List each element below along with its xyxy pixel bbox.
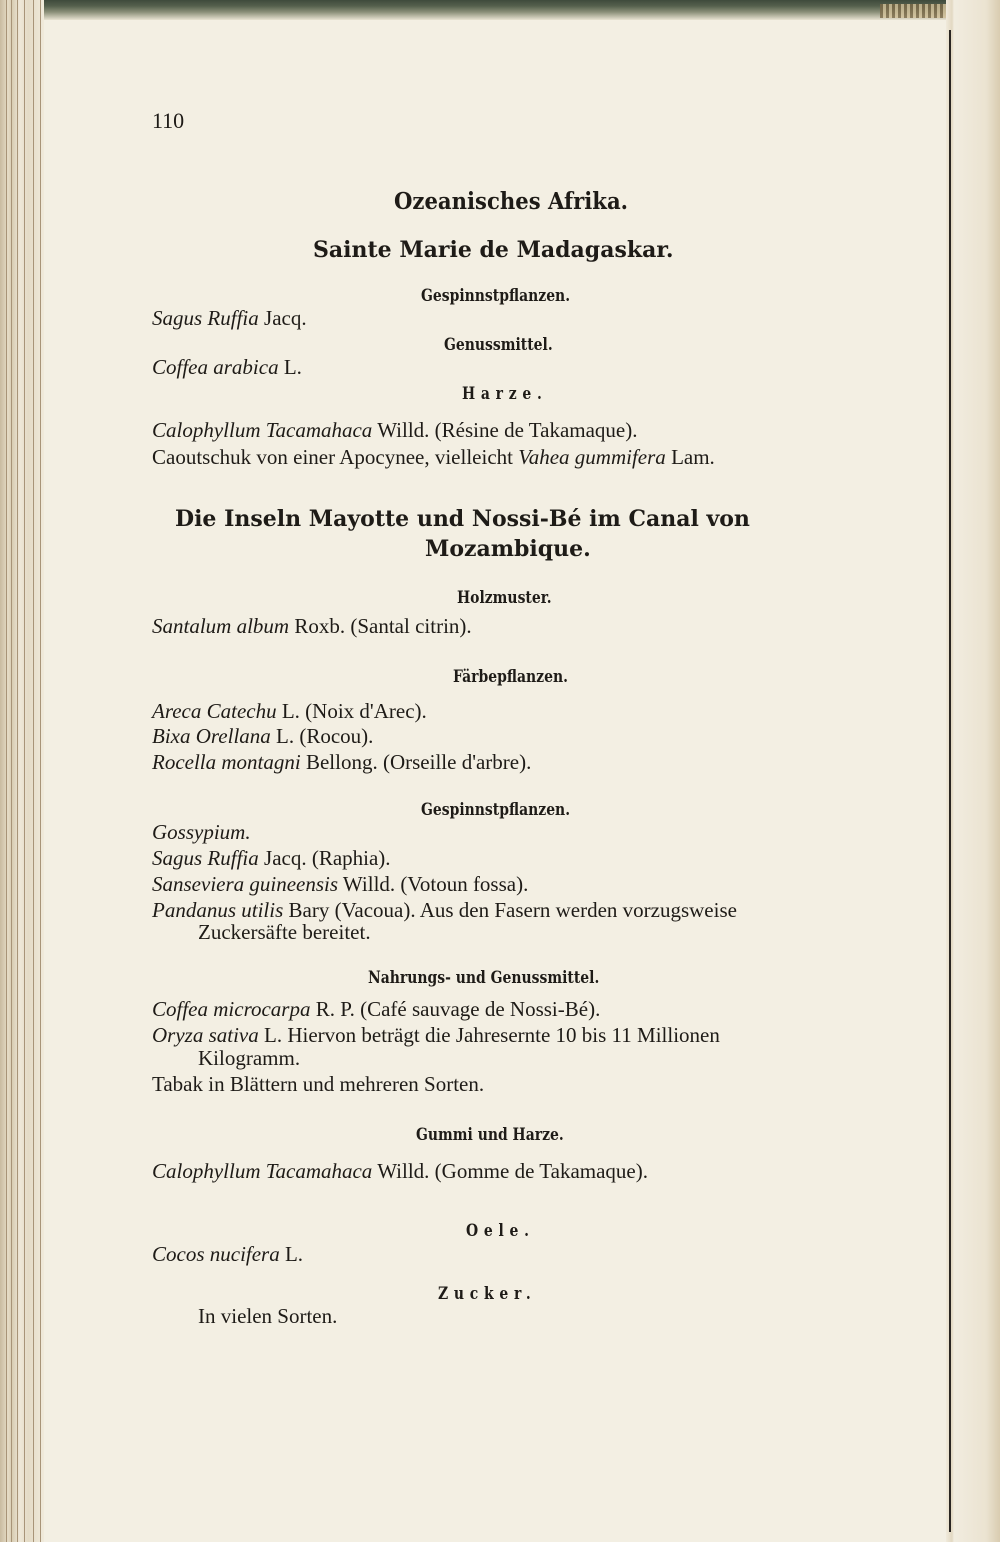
entry-sanseviera-guineensis: Sanseviera guineensis Willd. (Votoun fossa).	[152, 872, 529, 896]
entry-gossypium: Gossypium.	[152, 820, 251, 844]
region-title: Ozeanisches Afrika.	[394, 188, 629, 215]
group-heading-gummi-harze: Gummi und Harze.	[416, 1125, 564, 1145]
entry-sagus-ruffia-2: Sagus Ruffia Jacq. (Raphia).	[152, 846, 391, 870]
group-heading-zucker: Zucker.	[438, 1284, 537, 1304]
entry-bixa-orellana: Bixa Orellana L. (Rocou).	[152, 724, 374, 748]
book-page-right-edge	[946, 0, 1000, 1542]
entry-santalum-album: Santalum album Roxb. (Santal citrin).	[152, 614, 472, 638]
entry-sagus-ruffia-1: Sagus Ruffia Jacq.	[152, 306, 307, 330]
group-heading-gespinnstpflanzen-2: Gespinnstpflanzen.	[421, 800, 571, 820]
book-binding-left	[0, 0, 44, 1542]
entry-cocos-nucifera: Cocos nucifera L.	[152, 1242, 304, 1266]
entry-oryza-sativa-continued: Kilogramm.	[198, 1046, 301, 1070]
group-heading-gespinnstpflanzen-1: Gespinnstpflanzen.	[421, 286, 571, 306]
entry-caoutschuk: Caoutschuk von einer Apocynee, vielleicht Vahea gummifera Lam.	[152, 445, 715, 469]
entry-zucker-sorten: In vielen Sorten.	[198, 1304, 338, 1328]
group-heading-holzmuster: Holzmuster.	[457, 588, 552, 608]
section-title-sainte-marie: Sainte Marie de Madagaskar.	[313, 237, 674, 263]
section-title-mayotte-line2: Mozambique.	[425, 536, 591, 562]
entry-calophyllum-2: Calophyllum Tacamahaca Willd. (Gomme de Takamaque).	[152, 1159, 648, 1183]
entry-coffea-microcarpa: Coffea microcarpa R. P. (Café sauvage de Nossi-Bé).	[152, 997, 601, 1021]
entry-pandanus-utilis-continued: Zuckersäfte bereitet.	[198, 920, 371, 944]
entry-calophyllum-1: Calophyllum Tacamahaca Willd. (Résine de Takamaque).	[152, 418, 638, 442]
entry-areca-catechu: Areca Catechu L. (Noix d'Arec).	[152, 699, 427, 723]
entry-tabak: Tabak in Blättern und mehreren Sorten.	[152, 1072, 485, 1096]
entry-oryza-sativa: Oryza sativa L. Hiervon beträgt die Jahresernte 10 bis 11 Millionen	[152, 1023, 720, 1047]
group-heading-harze: Harze.	[462, 384, 548, 404]
entry-coffea-arabica: Coffea arabica L.	[152, 355, 302, 379]
section-title-mayotte-line1: Die Inseln Mayotte und Nossi-Bé im Canal von	[175, 506, 750, 532]
entry-rocella-montagni: Rocella montagni Bellong. (Orseille d'arbre).	[152, 750, 532, 774]
group-heading-oele: Oele.	[466, 1221, 535, 1241]
group-heading-faerbepflanzen: Färbepflanzen.	[453, 667, 568, 687]
group-heading-nahrungs-genussmittel: Nahrungs- und Genussmittel.	[368, 968, 600, 988]
page-number: 110	[152, 108, 185, 133]
group-heading-genussmittel: Genussmittel.	[444, 335, 553, 355]
page-top-edge	[0, 0, 1000, 20]
entry-pandanus-utilis: Pandanus utilis Bary (Vacoua). Aus den Fasern werden vorzugsweise	[152, 898, 737, 922]
